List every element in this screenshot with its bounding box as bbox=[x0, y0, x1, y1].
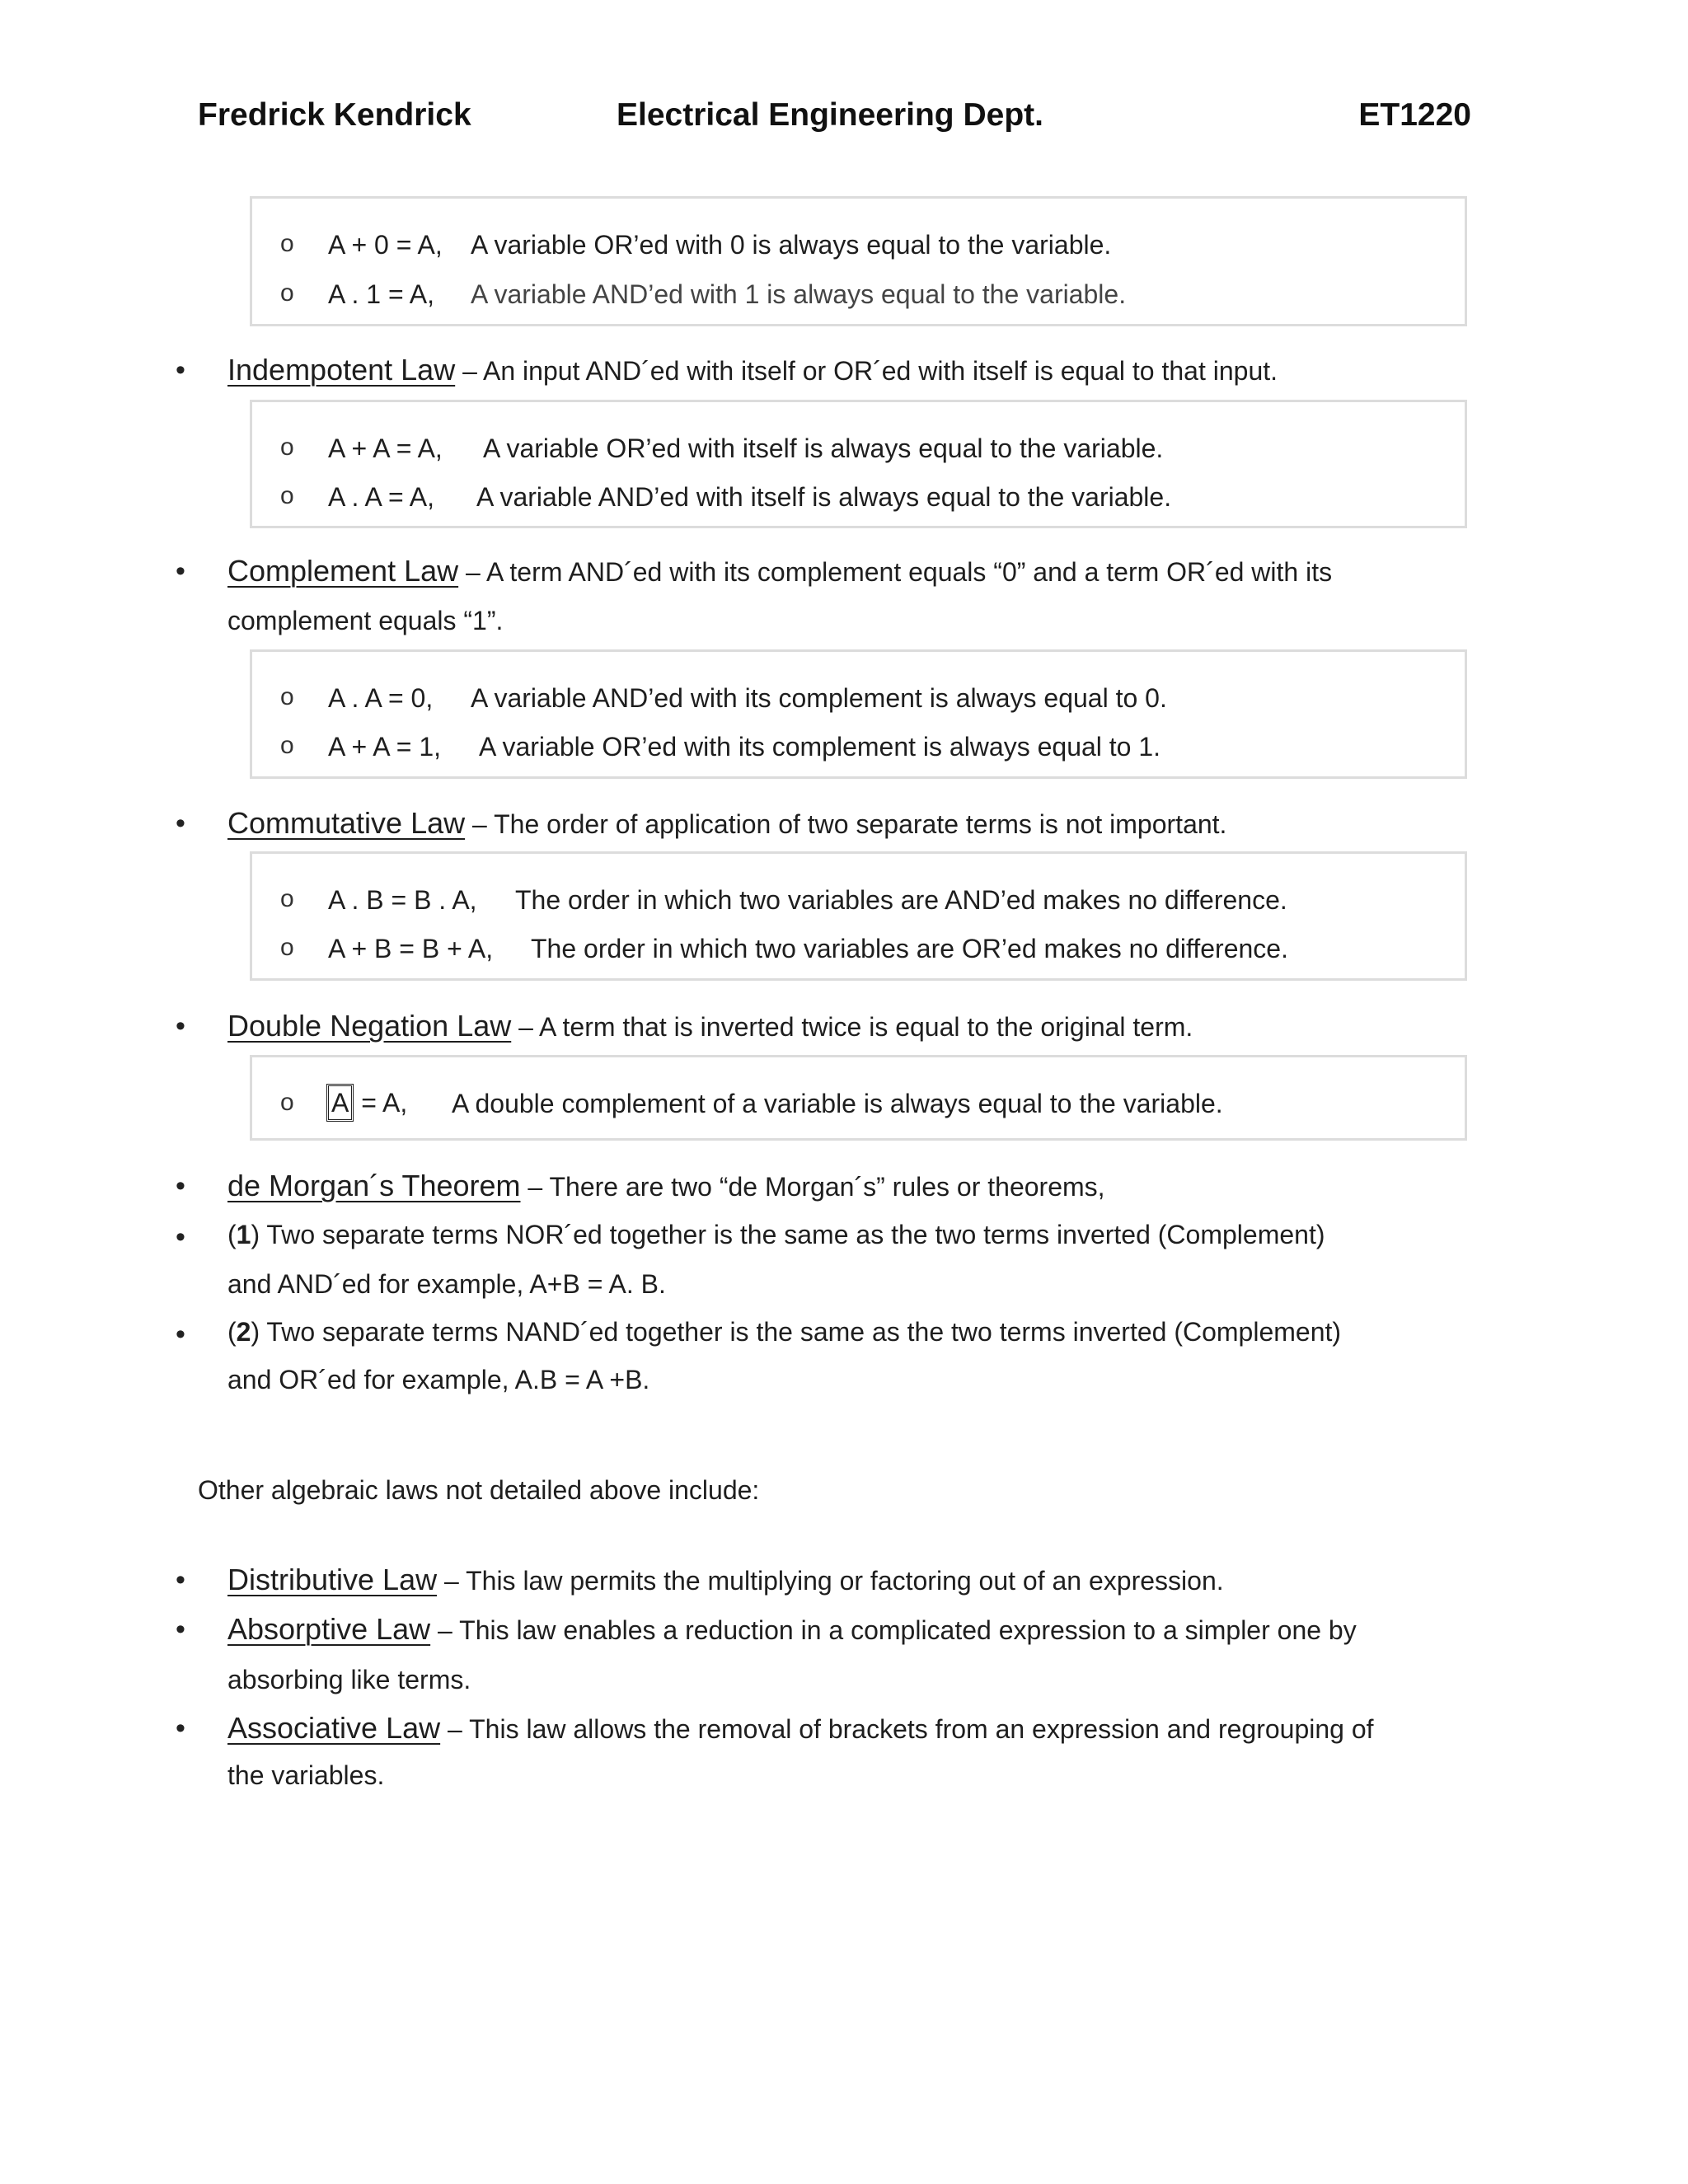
rule-text: ) Two separate terms NAND´ed together is the same as the two terms inverted (Complement) bbox=[251, 1317, 1342, 1347]
rule-number: 1 bbox=[236, 1220, 251, 1249]
equation: A . B = B . A, bbox=[328, 885, 477, 915]
double-complement-symbol: A bbox=[326, 1084, 354, 1122]
commutative-law-item bbox=[227, 806, 1226, 841]
complement-law-box bbox=[250, 649, 1467, 779]
description: The order in which two variables are OR’ed makes no difference. bbox=[531, 934, 1288, 963]
law-description: – This law enables a reduction in a complicated expression to a simpler one by bbox=[430, 1615, 1357, 1645]
equation: = A, bbox=[354, 1088, 408, 1118]
law-description: – There are two “de Morgan´s” rules or theorems, bbox=[520, 1172, 1105, 1202]
distributive-law-item bbox=[227, 1563, 1224, 1597]
demorgan-rule-1-continuation: and AND´ed for example, A+B = A. B. bbox=[227, 1269, 666, 1299]
equation: A + 0 = A, bbox=[328, 230, 443, 260]
bullet: • bbox=[176, 808, 185, 839]
bullet: • bbox=[176, 1713, 185, 1744]
demorgan-rule-2-continuation: and OR´ed for example, A.B = A +B. bbox=[227, 1365, 650, 1394]
description: A variable AND’ed with its complement is always equal to 0. bbox=[471, 683, 1167, 713]
law-title: de Morgan´s Theorem bbox=[227, 1169, 521, 1202]
rule-number: 2 bbox=[236, 1317, 251, 1347]
description: A variable AND’ed with 1 is always equal to the variable. bbox=[471, 279, 1127, 309]
law-title: Double Negation Law bbox=[227, 1009, 512, 1043]
department-name: Electrical Engineering Dept. bbox=[617, 97, 1043, 133]
description: The order in which two variables are AND’ed makes no difference. bbox=[515, 885, 1287, 915]
page-header bbox=[198, 97, 1471, 138]
law-title: Complement Law bbox=[227, 554, 459, 588]
list-marker: o bbox=[280, 934, 294, 961]
bullet: • bbox=[176, 1319, 185, 1350]
law-description: – A term AND´ed with its complement equals “0” and a term OR´ed with its bbox=[458, 557, 1333, 587]
complement-law-continuation: complement equals “1”. bbox=[227, 606, 504, 635]
author-name: Fredrick Kendrick bbox=[198, 97, 471, 133]
rule-open-paren: ( bbox=[227, 1220, 237, 1249]
law-title: Associative Law bbox=[227, 1711, 441, 1745]
equation: A + B = B + A, bbox=[328, 934, 494, 963]
law-title: Distributive Law bbox=[227, 1563, 438, 1596]
demorgan-rule-2 bbox=[227, 1317, 1341, 1347]
demorgan-rule-1 bbox=[227, 1220, 1325, 1250]
course-code: ET1220 bbox=[1358, 97, 1471, 133]
demorgan-theorem-item bbox=[227, 1169, 1105, 1203]
identity-law-box bbox=[250, 196, 1467, 326]
bullet: • bbox=[176, 555, 185, 587]
equation: A + A = A, bbox=[328, 434, 443, 463]
idempotent-law-box bbox=[250, 400, 1467, 528]
bullet: • bbox=[176, 354, 185, 386]
bullet: • bbox=[176, 1564, 185, 1596]
double-negation-law-item bbox=[227, 1009, 1193, 1043]
equation: A . A = A, bbox=[328, 482, 434, 512]
description: A variable AND’ed with itself is always equal to the variable. bbox=[476, 482, 1172, 512]
list-marker: o bbox=[280, 279, 294, 307]
bullet: • bbox=[176, 1221, 185, 1253]
description: A double complement of a variable is always equal to the variable. bbox=[452, 1089, 1223, 1118]
description: A variable OR’ed with itself is always equal to the variable. bbox=[483, 434, 1164, 463]
bullet: • bbox=[176, 1010, 185, 1042]
law-title: Absorptive Law bbox=[227, 1612, 431, 1646]
bullet: • bbox=[176, 1614, 185, 1645]
equation: A + A = 1, bbox=[328, 732, 442, 762]
associative-law-continuation: the variables. bbox=[227, 1760, 385, 1790]
other-laws-intro: Other algebraic laws not detailed above include: bbox=[198, 1475, 760, 1505]
law-description: – A term that is inverted twice is equal to the original term. bbox=[511, 1012, 1193, 1042]
rule-open-paren: ( bbox=[227, 1317, 237, 1347]
list-marker: o bbox=[280, 683, 294, 710]
law-title: Indempotent Law bbox=[227, 353, 456, 387]
law-description: – This law allows the removal of brackets from an expression and regrouping of bbox=[440, 1714, 1374, 1744]
bullet: • bbox=[176, 1170, 185, 1202]
list-marker: o bbox=[280, 732, 294, 759]
law-description: – This law permits the multiplying or factoring out of an expression. bbox=[437, 1566, 1224, 1596]
list-marker: o bbox=[280, 1089, 294, 1116]
absorptive-law-item bbox=[227, 1612, 1357, 1647]
double-negation-law-box bbox=[250, 1055, 1467, 1141]
law-description: – The order of application of two separate terms is not important. bbox=[465, 809, 1227, 839]
idempotent-law-item bbox=[227, 353, 1278, 387]
associative-law-item bbox=[227, 1711, 1374, 1746]
description: A variable OR’ed with its complement is always equal to 1. bbox=[479, 732, 1161, 762]
law-description: – An input AND´ed with itself or OR´ed with itself is equal to that input. bbox=[455, 356, 1278, 386]
list-marker: o bbox=[280, 885, 294, 912]
rule-text: ) Two separate terms NOR´ed together is the same as the two terms inverted (Complement) bbox=[251, 1220, 1325, 1249]
equation: A . 1 = A, bbox=[328, 279, 434, 309]
absorptive-law-continuation: absorbing like terms. bbox=[227, 1665, 471, 1694]
list-marker: o bbox=[280, 230, 294, 257]
law-title: Commutative Law bbox=[227, 806, 466, 840]
list-marker: o bbox=[280, 482, 294, 509]
complement-law-item bbox=[227, 554, 1332, 588]
list-marker: o bbox=[280, 434, 294, 461]
description: A variable OR’ed with 0 is always equal to the variable. bbox=[471, 230, 1112, 260]
commutative-law-box bbox=[250, 851, 1467, 981]
equation: A . A = 0, bbox=[328, 683, 434, 713]
